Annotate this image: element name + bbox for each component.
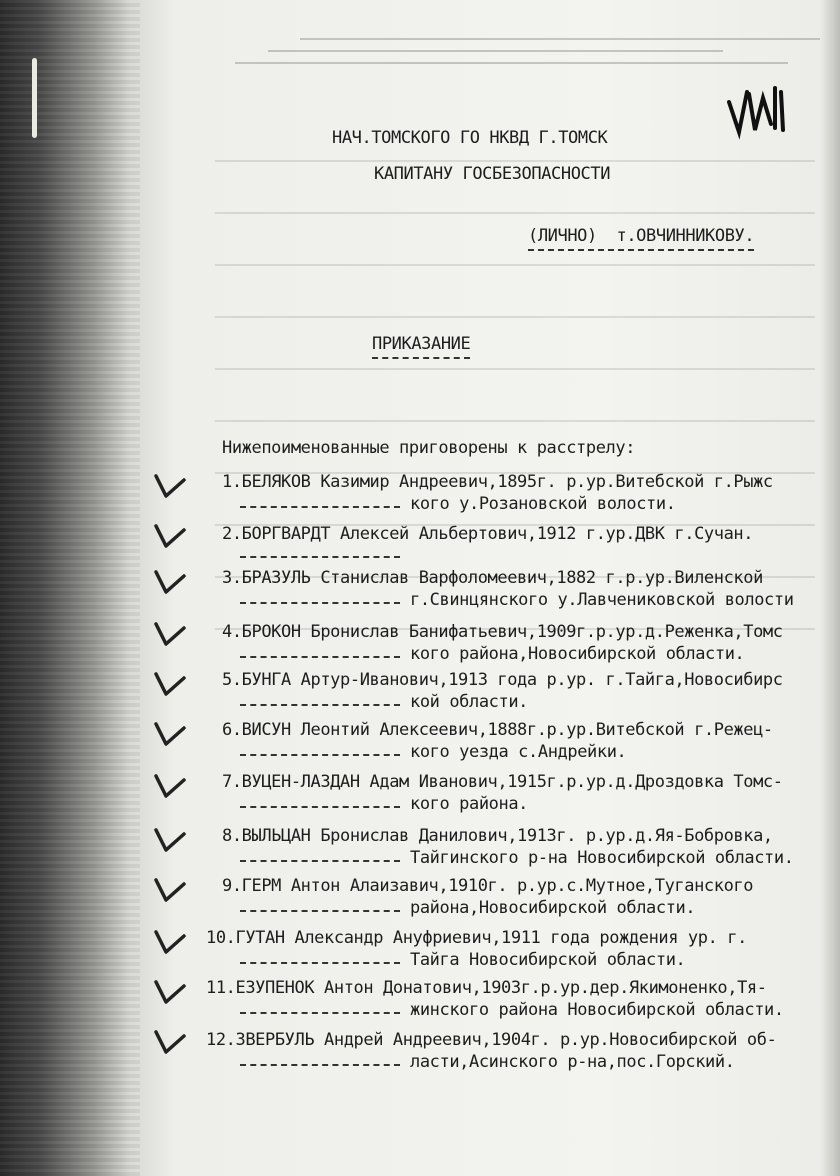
check-mark-icon [150,470,200,500]
addressee-line-1: НАЧ.ТОМСКОГО ГО НКВД Г.ТОМСК [332,128,608,148]
entry-line: 3.БРАЗУЛЬ Станислав Варфоломеевич,1882 г.р.ур.Виленской [222,568,763,588]
entry-line: 2.БОРГВАРДТ Алексей Альбертович,1912 г.ур.ДВК г.Сучан. [222,524,754,544]
check-mark-icon [150,718,200,748]
dash-rule [240,556,400,558]
dash-rule [240,860,400,862]
entry-continuation: кой области. [410,692,529,712]
entry-continuation: кого района. [410,794,529,814]
entry-continuation: жинского района Новосибирской области. [410,1000,784,1020]
entry-line: 8.ВЫЛЬЦАН Бронислав Данилович,1913г. р.ур.д.Яя-Бобровка, [222,826,773,846]
entry-continuation: кого уезда с.Андрейки. [410,742,627,762]
check-mark-icon [150,618,200,648]
check-mark-icon [150,874,200,904]
dash-rule [240,806,400,808]
entry-line: 5.БУНГА Артур-Иванович,1913 года р.ур. г.Тайга,Новосибирс [222,670,783,690]
entry-line: 4.БРОКОН Бронислав Банифатьевич,1909г.р.ур.д.Реженка,Томс [222,622,783,642]
entry-line: 12.ЗВЕРБУЛЬ Андрей Андреевич,1904г. р.ур.Новосибирской об- [206,1030,777,1050]
dash-rule [240,656,400,658]
handwritten-signature [725,84,795,144]
entry-line: 7.ВУЦЕН-ЛАЗДАН Адам Иванович,1915г.р.ур.д.Дроздовка Томс- [222,772,783,792]
entry-continuation: ласти,Асинского р-на,пос.Горский. [410,1052,735,1072]
entry-continuation: Тайгинского р-на Новосибирской области. [410,848,794,868]
binding-shadow [0,0,140,1176]
entry-continuation: кого района,Новосибирской области. [410,644,745,664]
check-mark-icon [150,976,200,1006]
check-mark-icon [150,668,200,698]
entry-continuation: г.Свинцянского у.Лавчениковской волости [410,590,794,610]
entry-continuation: кого у.Розановской волости. [410,494,676,514]
dash-rule [240,962,400,964]
dash-rule [240,910,400,912]
addressee-line-3: (ЛИЧНО) т.ОВЧИННИКОВУ. [528,226,754,251]
check-mark-icon [150,520,200,550]
margin-mark [32,58,37,138]
dash-rule [240,1012,400,1014]
check-mark-icon [150,770,200,800]
dash-rule [240,704,400,706]
entry-line: 11.ЕЗУПЕНОК Антон Донатович,1903г.р.ур.дер.Якимоненко,Тя- [206,978,767,998]
dash-rule [240,1064,400,1066]
entry-line: 9.ГЕРМ Антон Алаизавич,1910г. р.ур.с.Мутное,Туганского [222,876,754,896]
entry-line: 10.ГУТАН Александр Ануфриевич,1911 года рождения ур. г. [206,928,747,948]
bleed-through-text [170,38,820,128]
dash-rule [240,506,400,508]
check-mark-icon [150,926,200,956]
dash-rule [240,754,400,756]
entry-line: 1.БЕЛЯКОВ Казимир Андреевич,1895г. р.ур.Витебской г.Рыжс [222,472,773,492]
intro-line: Нижепоименованные приговорены к расстрелу: [222,438,636,458]
addressee-line-2: КАПИТАНУ ГОСБЕЗОПАСНОСТИ [374,164,611,184]
entry-continuation: района,Новосибирской области. [410,898,696,918]
dash-rule [240,602,400,604]
check-mark-icon [150,824,200,854]
check-mark-icon [150,566,200,596]
check-mark-icon [150,1026,200,1056]
entry-line: 6.ВИСУН Леонтий Алексеевич,1888г.р.ур.Витебской г.Режец- [222,720,773,740]
document-title: ПРИКАЗАНИЕ [372,334,470,359]
entry-continuation: Тайга Новосибирской области. [410,950,686,970]
